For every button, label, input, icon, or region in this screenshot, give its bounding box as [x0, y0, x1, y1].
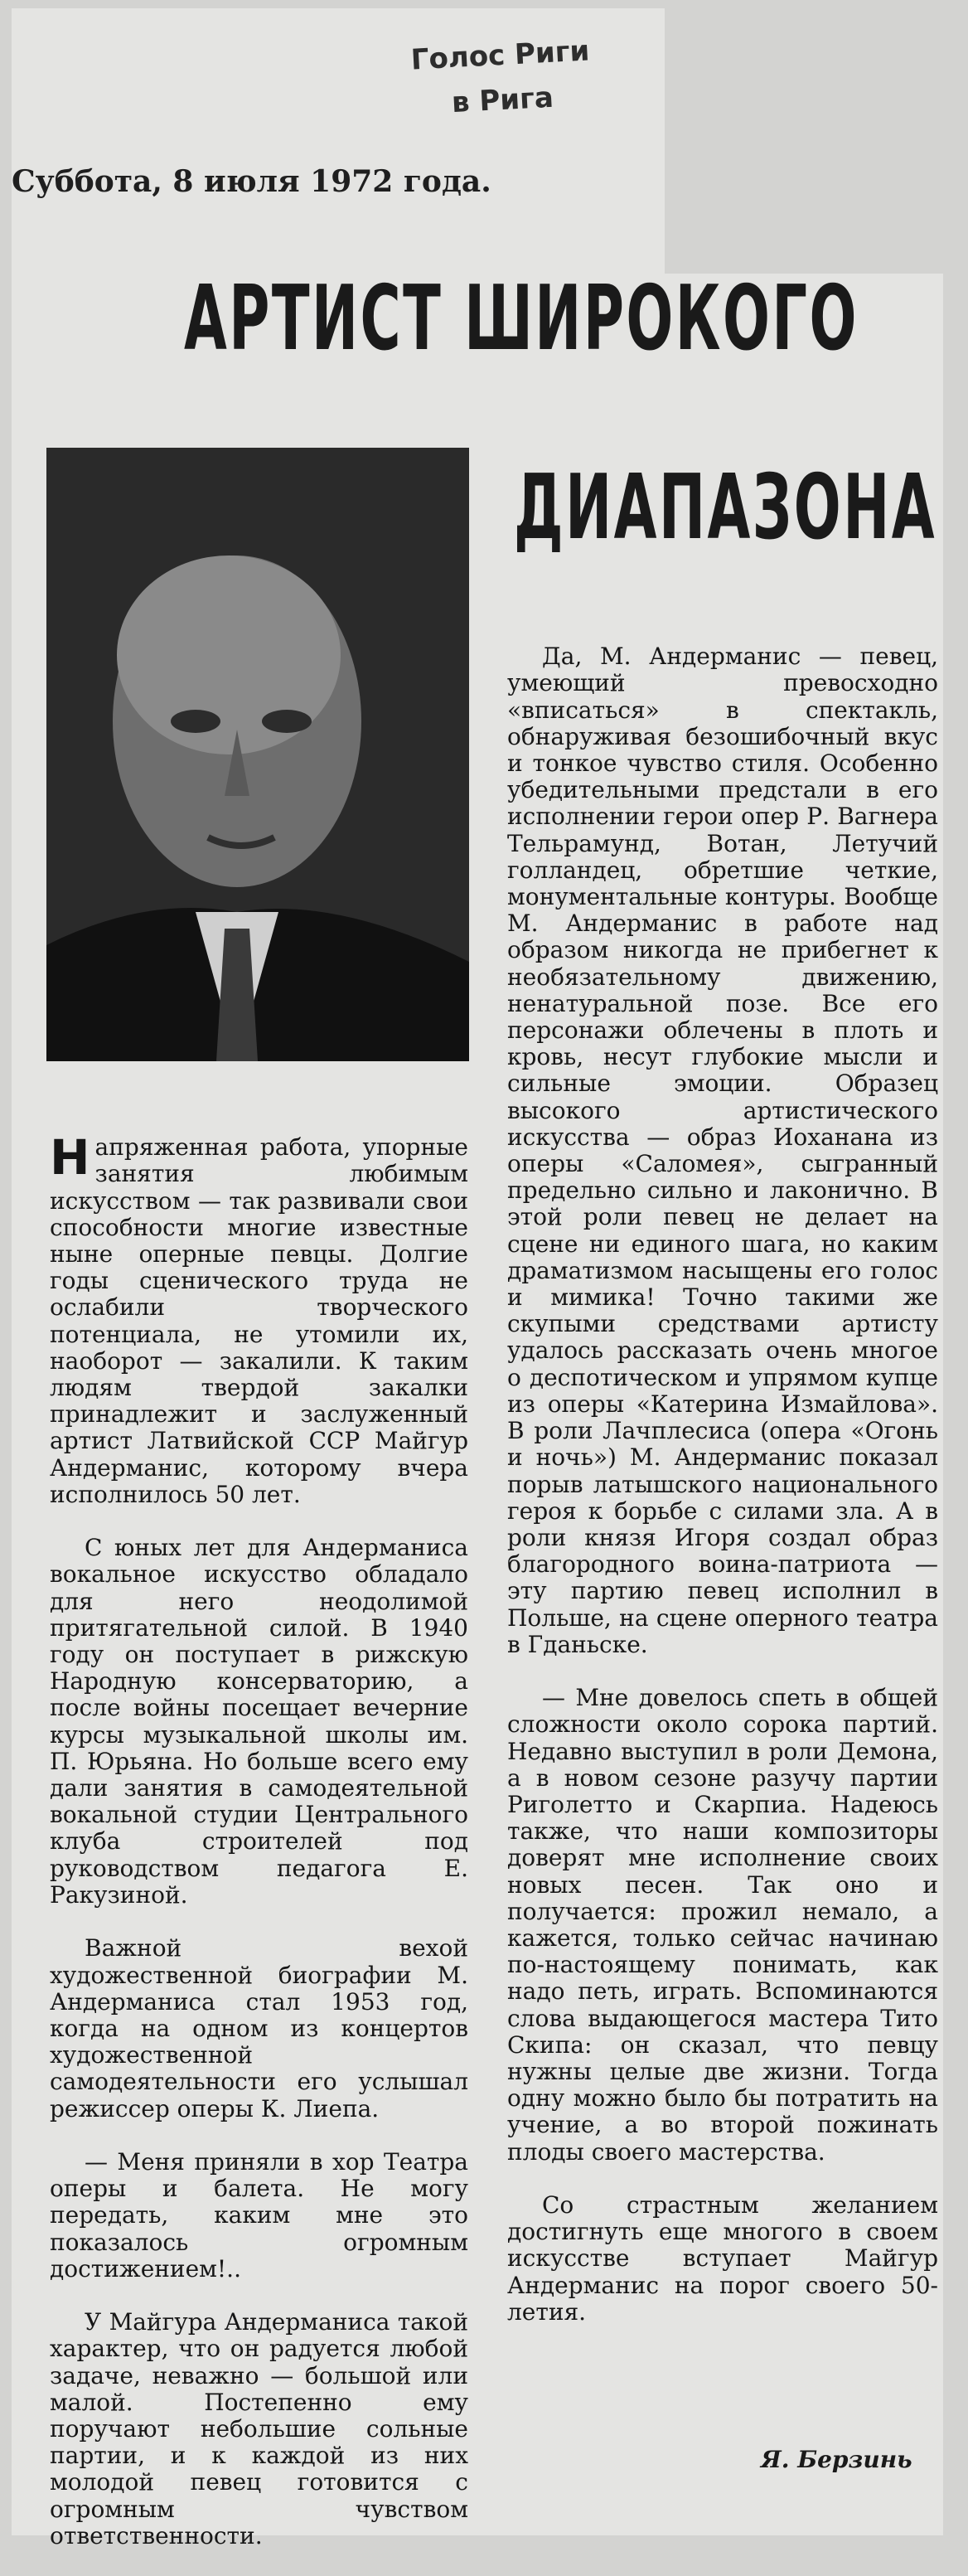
paragraph-6: Да, М. Андерманис — певец, умеющий превосходно «вписаться» в спектакль, обнаруживая безошибочный вкус и тонкое чувство стиля. Особенно убедительными предстали в его исполнении герои опер Р. Вагнера Тельрамунд, Вотан, Летучий голландец, обретшие четкие, монументальные контуры. Вообще М. Андерманис в работе над образом никогда не прибегнет к необязательному движению, ненатуральной позе. Все его персонажи облечены в плоть и кровь, несут глубокие мысли и сильные эмоции. Образец высокого артистического искусства — образ Иоханана из оперы «Саломея», сыгранный предельно сильно и лаконично. В этой роли певец не делает на сцене ни единого шага, но каким драматизмом насыщены его голос и мимика! Точно такими же скупыми средствами артисту удалось рассказать очень многое о деспотическом и упрямом купце из оперы «Катерина Измайлова». В роли Лачплесиса (опера «Огонь и ночь») М. Андерманис показал порыв латышского национального героя к борьбе с силами зла. А в роли князя Игоря создал образ благородного воина-патриота — эту партию певец исполнил в Польше, на сцене оперного театра в Гданьске. [507, 643, 938, 1658]
article-column-left [50, 1108, 468, 2576]
paragraph-1-text: апряженная работа, упорные занятия любимым искусством — так развивали свои способности многие известные ныне оперные певцы. Долгие годы сценического труда не ослабили творческого потенциала, не утомили их, наоборот — закалили. К таким людям твердой закалки принадлежит и заслуженный артист Латвийской ССР Майгур Андерманис, которому вчера исполнилось 50 лет. [50, 1133, 468, 1508]
stamp-line-1: Голос Риги [409, 34, 591, 77]
paragraph-2: С юных лет для Андерманиса вокальное искусство обладало для него неодолимой притягательной силой. В 1940 году он поступает в рижскую Народную консерваторию, а после войны посещает вечерние курсы музыкальной школы им. П. Юрьяна. Но больше всего ему дали занятия в самодеятельной вокальной студии Центрального клуба строителей под руководством педагога Е. Ракузиной. [50, 1534, 468, 1909]
portrait-illustration [46, 448, 469, 1061]
portrait-photo [46, 448, 469, 1061]
author-signature: Я. Берзинь [761, 2446, 912, 2473]
dateline: Суббота, 8 июля 1972 года. [12, 164, 491, 199]
paragraph-4: — Меня приняли в хор Театра оперы и балета. Не могу передать, каким мне это показалось огромным достижением!.. [50, 2147, 468, 2283]
article-column-right [507, 617, 938, 2352]
paragraph-8: Со страстным желанием достигнуть еще многого в своем искусстве вступает Майгур Андерманис на порог своего 50-летия. [507, 2190, 938, 2326]
paragraph-1 [50, 1129, 468, 1508]
paragraph-7: — Мне довелось спеть в общей сложности около сорока партий. Недавно выступил в роли Демона, а в новом сезоне разучу партии Риголетто и Скарпиа. Надеюсь также, что наши композиторы доверят мне исполнение своих новых песен. Так оно и получается: прожил немало, а кажется, только сейчас начинаю по-настоящему понимать, как надо петь, играть. Вспоминаются слова выдающегося мастера Тито Скипа: он сказал, что певцу нужны целые две жизни. Тогда одну можно было бы потратить на учение, а во второй пожинать плоды своего мастерства. [507, 1684, 938, 2166]
dropcap: Н [50, 1129, 90, 1186]
paragraph-5: У Майгура Андерманиса такой характер, что он радуется любой задаче, неважно — большой или малой. Постепенно ему поручают небольшие сольные партии, и к каждой из них молодой певец готовится с огромным чувством ответственности. [50, 2308, 468, 2549]
headline-line-1: АРТИСТ ШИРОКОГО [184, 267, 859, 371]
headline-line-2: ДИАПАЗОНА [514, 456, 937, 560]
newspaper-stamp [362, 26, 640, 129]
stamp-line-2: в Рига [451, 80, 554, 120]
paragraph-3: Важной вехой художественной биографии М. Андерманиса стал 1953 год, когда на одном из концертов художественной самодеятельности его услышал режиссер оперы К. Лиепа. [50, 1934, 468, 2122]
